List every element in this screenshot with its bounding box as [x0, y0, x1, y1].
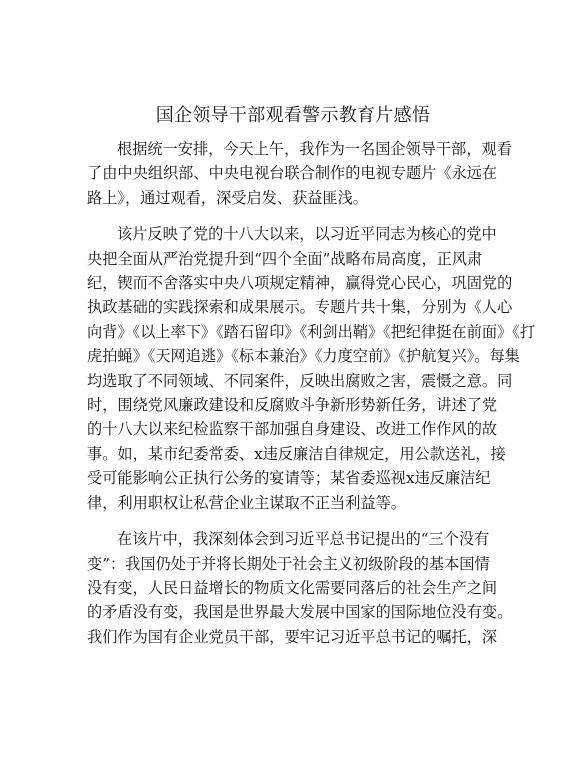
- paragraph-line: 该片反映了党的十八大以来，以习近平同志为核心的党中: [117, 225, 497, 244]
- paragraph-line: 向背》《以上率下》《踏石留印》《利剑出鞘》《把纪律挺在前面》《打: [87, 322, 536, 341]
- paragraph-line: 律，利用职权让私营企业主谋取不正当利益等。: [87, 493, 406, 512]
- paragraph-line: 根据统一安排，今天上午，我作为一名国企领导干部，观看: [117, 140, 512, 158]
- paragraph-line: 变”：我国仍处于并将长期处于社会主义初级阶段的基本国情: [87, 554, 490, 573]
- paragraph-line: 路上》，通过观看，深受启发、获益匪浅。: [87, 188, 368, 207]
- paragraph-line: 央把全面从严治党提升到“四个全面”战略布局高度，正风肃: [87, 249, 483, 268]
- paragraph-line: 的矛盾没有变，我国是世界最大发展中国家的国际地位没有变。: [87, 603, 513, 622]
- paragraph-1: [87, 137, 512, 210]
- paragraph-line: 虎拍蝇》《天网追逃》《标本兼治》《力度空前》《护航复兴》。每集: [87, 347, 520, 366]
- paragraph-3: [87, 527, 513, 649]
- paragraph-line: 了由中央组织部、中央电视台联合制作的电视专题片《永远在: [87, 164, 498, 183]
- paragraph-line: 没有变，人民日益增长的物质文化需要同落后的社会生产之间: [87, 578, 498, 597]
- paragraph-line: 均选取了不同领域、不同案件，反映出腐败之害，震慑之意。同: [87, 371, 513, 390]
- document-title: 国企领导干部观看警示教育片感悟: [155, 105, 431, 126]
- paragraph-line: 我们作为国有企业党员干部，要牢记习近平总书记的嘱托，深: [87, 627, 498, 646]
- paragraph-line: 事。如，某市纪委常委、x违反廉洁自律规定，用公款送礼，接: [87, 444, 506, 463]
- paragraph-line: 受可能影响公正执行公务的宴请等；某省委巡视x违反廉洁纪: [87, 469, 491, 488]
- paragraph-line: 的十八大以来纪检监察干部加强自身建设、改进工作作风的故: [87, 420, 498, 439]
- paragraph-line: 执政基础的实践探索和成果展示。专题片共十集，分别为《人心: [87, 298, 513, 317]
- paragraph-2: [87, 222, 536, 515]
- document-body: [87, 137, 536, 661]
- paragraph-line: 时，围绕党风廉政建设和反腐败斗争新形势新任务，讲述了党: [87, 396, 498, 415]
- paragraph-line: 在该片中，我深刻体会到习近平总书记提出的“三个没有: [117, 530, 490, 549]
- paragraph-line: 纪，锲而不舍落实中央八项规定精神，赢得党心民心，巩固党的: [87, 274, 513, 293]
